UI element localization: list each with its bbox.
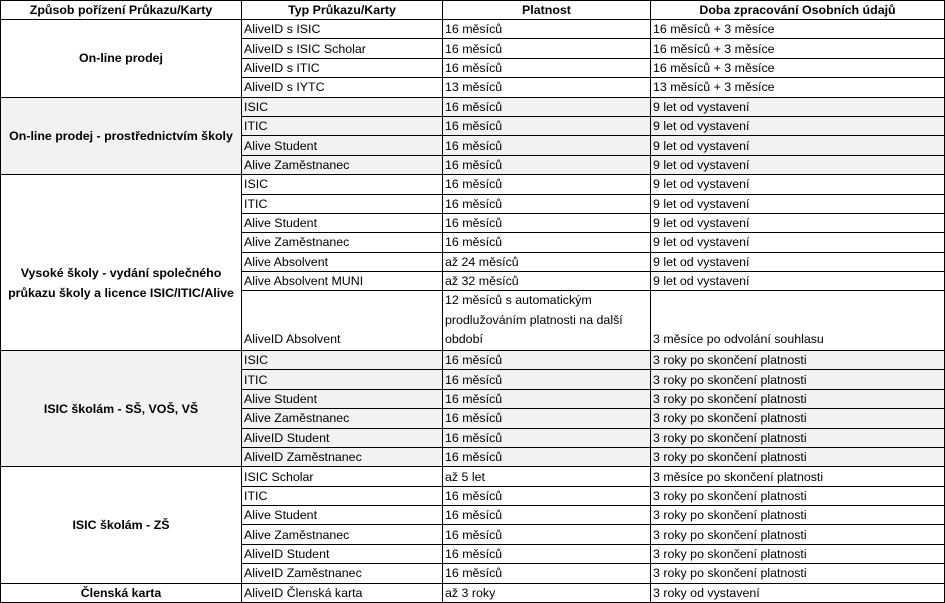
- cell-validity: až 32 měsíců: [443, 272, 651, 291]
- cell-validity: 16 měsíců: [443, 97, 651, 116]
- cell-processing: 16 měsíců + 3 měsíce: [651, 20, 945, 39]
- cell-type: ITIC: [242, 194, 443, 213]
- cell-validity: 16 měsíců: [443, 544, 651, 563]
- cell-processing: 3 roky po skončení platnosti: [651, 544, 945, 563]
- cell-validity: 16 měsíců: [443, 39, 651, 58]
- cell-processing: 9 let od vystavení: [651, 136, 945, 155]
- cell-validity: 16 měsíců: [443, 525, 651, 544]
- cell-type: Alive Student: [242, 389, 443, 408]
- cell-processing: 3 roky po skončení platnosti: [651, 486, 945, 505]
- cell-processing: 9 let od vystavení: [651, 175, 945, 194]
- cell-processing: 3 roky po skončení platnosti: [651, 409, 945, 428]
- group-label: On-line prodej: [1, 20, 242, 98]
- cell-validity: 16 měsíců: [443, 370, 651, 389]
- cell-type: AliveID s IYTC: [242, 78, 443, 97]
- cell-validity: 16 měsíců: [443, 564, 651, 583]
- cell-type: ITIC: [242, 370, 443, 389]
- cell-processing: 16 měsíců + 3 měsíce: [651, 58, 945, 77]
- cell-type: Alive Student: [242, 506, 443, 525]
- table-row: [1, 20, 945, 39]
- cell-processing: 13 měsíců + 3 měsíce: [651, 78, 945, 97]
- cell-validity: 16 měsíců: [443, 486, 651, 505]
- cell-validity: 16 měsíců: [443, 506, 651, 525]
- table-row: [1, 350, 945, 369]
- cell-type: ISIC Scholar: [242, 467, 443, 486]
- cell-validity: až 5 let: [443, 467, 651, 486]
- cell-type: AliveID Zaměstnanec: [242, 447, 443, 466]
- cell-validity: 16 měsíců: [443, 175, 651, 194]
- cell-processing: 9 let od vystavení: [651, 233, 945, 252]
- table-row: [1, 175, 945, 194]
- cell-processing: 3 roky po skončení platnosti: [651, 506, 945, 525]
- header-row: [1, 1, 945, 20]
- cell-type: Alive Absolvent MUNI: [242, 272, 443, 291]
- cell-validity: 16 měsíců: [443, 58, 651, 77]
- header-method: Způsob pořízení Průkazu/Karty: [1, 1, 242, 20]
- cell-processing: 3 roky po skončení platnosti: [651, 564, 945, 583]
- cell-processing: 3 měsíce po skončení platnosti: [651, 467, 945, 486]
- cell-type: Alive Student: [242, 213, 443, 232]
- cell-processing: 3 roky po skončení platnosti: [651, 389, 945, 408]
- cell-processing: 9 let od vystavení: [651, 194, 945, 213]
- cell-processing: 3 roky od vystavení: [651, 583, 945, 602]
- header-processing-period: Doba zpracování Osobních údajů: [651, 1, 945, 20]
- cell-processing: 9 let od vystavení: [651, 272, 945, 291]
- cell-validity: 16 měsíců: [443, 233, 651, 252]
- cell-type: AliveID s ISIC: [242, 20, 443, 39]
- group-label: On-line prodej - prostřednictvím školy: [1, 97, 242, 175]
- header-validity: Platnost: [443, 1, 651, 20]
- cell-type: AliveID s ITIC: [242, 58, 443, 77]
- cell-processing: 9 let od vystavení: [651, 97, 945, 116]
- cell-processing: 9 let od vystavení: [651, 155, 945, 174]
- cell-type: Alive Student: [242, 136, 443, 155]
- cell-type: Alive Zaměstnanec: [242, 525, 443, 544]
- cell-type: AliveID s ISIC Scholar: [242, 39, 443, 58]
- cell-validity: 16 měsíců: [443, 350, 651, 369]
- cell-type: AliveID Student: [242, 428, 443, 447]
- cell-type: Alive Zaměstnanec: [242, 409, 443, 428]
- cell-validity: 16 měsíců: [443, 428, 651, 447]
- cell-type: ISIC: [242, 350, 443, 369]
- group-label: ISIC školám - SŠ, VOŠ, VŠ: [1, 350, 242, 466]
- cell-type: AliveID Absolvent: [242, 291, 443, 351]
- table-row: [1, 583, 945, 602]
- cell-validity: 16 měsíců: [443, 213, 651, 232]
- cell-type: ITIC: [242, 116, 443, 135]
- cell-validity: 16 měsíců: [443, 136, 651, 155]
- cell-type: AliveID Student: [242, 544, 443, 563]
- cell-processing: 3 roky po skončení platnosti: [651, 350, 945, 369]
- group-label: Členská karta: [1, 583, 242, 602]
- cell-type: AliveID Zaměstnanec: [242, 564, 443, 583]
- cell-type: ISIC: [242, 97, 443, 116]
- cell-processing: 3 roky po skončení platnosti: [651, 428, 945, 447]
- cell-validity: 16 měsíců: [443, 116, 651, 135]
- cell-type: ITIC: [242, 486, 443, 505]
- cell-processing: 9 let od vystavení: [651, 213, 945, 232]
- cell-validity: až 24 měsíců: [443, 252, 651, 271]
- cell-type: ISIC: [242, 175, 443, 194]
- header-card-type: Typ Průkazu/Karty: [242, 1, 443, 20]
- cell-type: Alive Zaměstnanec: [242, 233, 443, 252]
- cell-processing: 3 roky po skončení platnosti: [651, 447, 945, 466]
- table-row: [1, 97, 945, 116]
- cell-validity: 16 měsíců: [443, 155, 651, 174]
- cell-validity: 16 měsíců: [443, 194, 651, 213]
- group-label: ISIC školám - ZŠ: [1, 467, 242, 583]
- cell-processing: 3 roky po skončení platnosti: [651, 370, 945, 389]
- cell-type: AliveID Členská karta: [242, 583, 443, 602]
- cell-type: Alive Zaměstnanec: [242, 155, 443, 174]
- cell-type: Alive Absolvent: [242, 252, 443, 271]
- cell-processing: 16 měsíců + 3 měsíce: [651, 39, 945, 58]
- cell-validity: 16 měsíců: [443, 409, 651, 428]
- cell-processing: 3 roky po skončení platnosti: [651, 525, 945, 544]
- cell-processing: 9 let od vystavení: [651, 252, 945, 271]
- group-label: Vysoké školy - vydání společného průkazu školy a licence ISIC/ITIC/Alive: [1, 175, 242, 351]
- cell-validity: 16 měsíců: [443, 389, 651, 408]
- cell-processing: 9 let od vystavení: [651, 116, 945, 135]
- cell-validity: 16 měsíců: [443, 20, 651, 39]
- table-row: [1, 467, 945, 486]
- cell-processing: 3 měsíce po odvolání souhlasu: [651, 291, 945, 351]
- cell-validity: 13 měsíců: [443, 78, 651, 97]
- cell-validity: až 3 roky: [443, 583, 651, 602]
- cell-validity: 12 měsíců s automatickým prodlužováním platnosti na další období: [443, 291, 651, 351]
- cell-validity: 16 měsíců: [443, 447, 651, 466]
